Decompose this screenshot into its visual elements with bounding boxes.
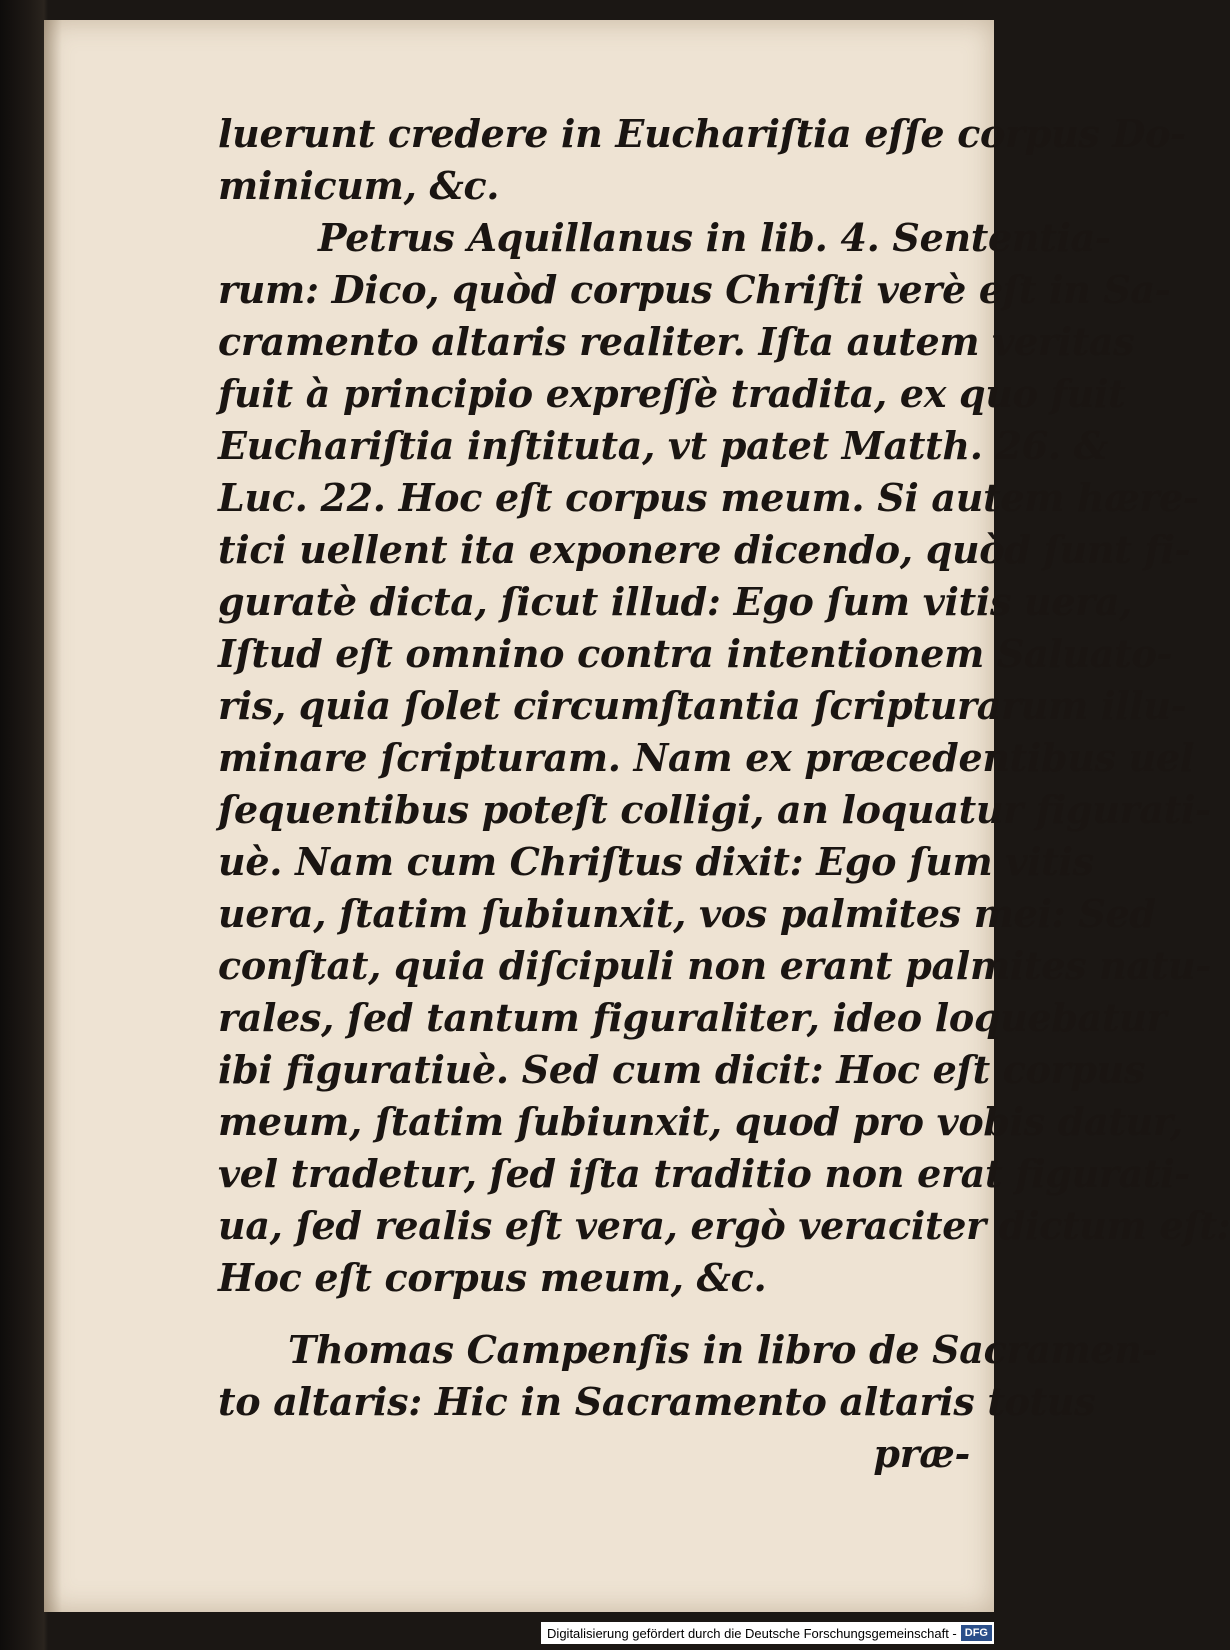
text-line: ris, quia ſolet circumſtantia ſcripturarum illu- — [218, 683, 1187, 728]
text-line: minicum, &c. — [218, 163, 500, 208]
text-line: Iſtud eſt omnino contra intentionem Saluato- — [218, 631, 1172, 676]
book-page — [44, 20, 1230, 1612]
text-line: conſtat, quia diſcipuli non erant palmites natu- — [218, 943, 1211, 988]
text-line: fuit à principio expreſſè tradita, ex quo fuit — [218, 371, 1126, 416]
text-line: Luc. 22. Hoc eſt corpus meum. Si autem hære- — [218, 475, 1199, 520]
text-line: uera, ſtatim ſubiunxit, vos palmites mei: Sed — [218, 891, 1156, 936]
paragraph-start-line: Petrus Aquillanus in lib. 4. Sententia- — [318, 215, 1111, 260]
dfg-logo-icon: DFG — [961, 1625, 992, 1641]
text-line: vel tradetur, ſed iſta traditio non erat figurati- — [218, 1151, 1190, 1196]
text-line: tici uellent ita exponere dicendo, quòd ſunt fi- — [218, 527, 1191, 572]
text-line: ua, ſed realis eſt vera, ergò veraciter dictum eſt: — [218, 1203, 1230, 1248]
text-line: cramento altaris realiter. Iſta autem veritas — [218, 319, 1135, 364]
text-line: Hoc eſt corpus meum, &c. — [218, 1255, 767, 1300]
text-line: meum, ſtatim ſubiunxit, quod pro vobis datur, — [218, 1099, 1183, 1144]
text-line: rum: Dico, quòd corpus Chriſti verè eſt in Sa- — [218, 267, 1171, 312]
text-line: rales, ſed tantum figuraliter, ideo loquebatur — [218, 995, 1167, 1040]
text-line: ſequentibus poteſt colligi, an loquatur figurati- — [218, 787, 1211, 832]
digitization-credit — [541, 1622, 994, 1644]
page-text-block — [218, 108, 1230, 1480]
text-line: minare ſcripturam. Nam ex præcedentibus uel — [218, 735, 1195, 780]
catchword: præ- — [873, 1431, 970, 1476]
text-line: uè. Nam cum Chriſtus dixit: Ego ſum vitis — [218, 839, 1094, 884]
text-line: guratè dicta, ſicut illud: Ego ſum vitis uera, — [218, 579, 1133, 624]
credit-text: Digitalisierung gefördert durch die Deutsche Forschungsgemeinschaft - — [547, 1625, 957, 1641]
text-line: to altaris: Hic in Sacramento altaris totus — [218, 1379, 1096, 1424]
text-line: ibi figuratiuè. Sed cum dicit: Hoc eſt corpus — [218, 1047, 1146, 1092]
text-line: Euchariſtia inſtituta, vt patet Matth. 26. & — [218, 423, 1108, 468]
paragraph-start-line: Thomas Campenſis in libro de Sacramen- — [288, 1327, 1158, 1372]
text-line: luerunt credere in Euchariſtia eſſe corpus Do- — [218, 111, 1186, 156]
